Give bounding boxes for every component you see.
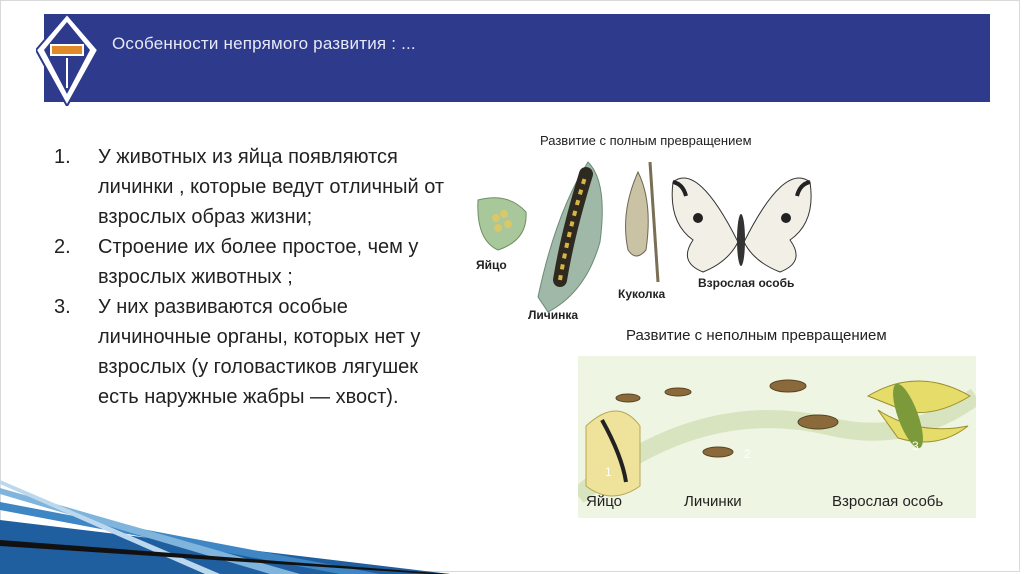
header-bar — [44, 14, 990, 102]
list-item-number: 3. — [54, 296, 71, 318]
page-title: Особенности непрямого развития : ... — [112, 34, 416, 53]
adult-label-incomplete: Взрослая особь — [832, 493, 944, 510]
list-item-text: Строение их более простое, чем у взрослых животных ; — [98, 236, 419, 288]
adult-label: Взрослая особь — [698, 276, 795, 290]
list-item — [54, 232, 454, 292]
list-item-text: У животных из яйца появляются личинки , которые ведут отличный от взрослых образ жизни; — [98, 146, 445, 228]
larvae-label: Личинки — [684, 493, 742, 510]
decorative-stripes — [0, 480, 450, 574]
complete-metamorphosis-illustration — [468, 122, 828, 334]
incomplete-metamorphosis-title: Развитие с неполным превращением — [626, 327, 887, 344]
larva-label: Личинка — [528, 308, 579, 322]
list-item-number: 1. — [54, 146, 71, 168]
egg-label: Яйцо — [476, 258, 507, 272]
egg-label-incomplete: Яйцо — [586, 493, 622, 510]
list-item — [54, 292, 454, 412]
list-item-number: 2. — [54, 236, 71, 258]
stage-number-3: 3 — [912, 439, 919, 453]
list-item-text: У них развиваются особые личиночные органы, которых нет у взрослых (у головастиков лягушек есть наружные жабры — хвост). — [98, 296, 421, 408]
university-logo — [36, 14, 98, 106]
pupa-label: Куколка — [618, 287, 666, 301]
stage-number-1: 1 — [605, 465, 612, 479]
stage-number-2: 2 — [744, 447, 751, 461]
list-item — [54, 142, 454, 232]
complete-metamorphosis-title: Развитие с полным превращением — [540, 133, 752, 148]
features-list — [54, 142, 454, 412]
